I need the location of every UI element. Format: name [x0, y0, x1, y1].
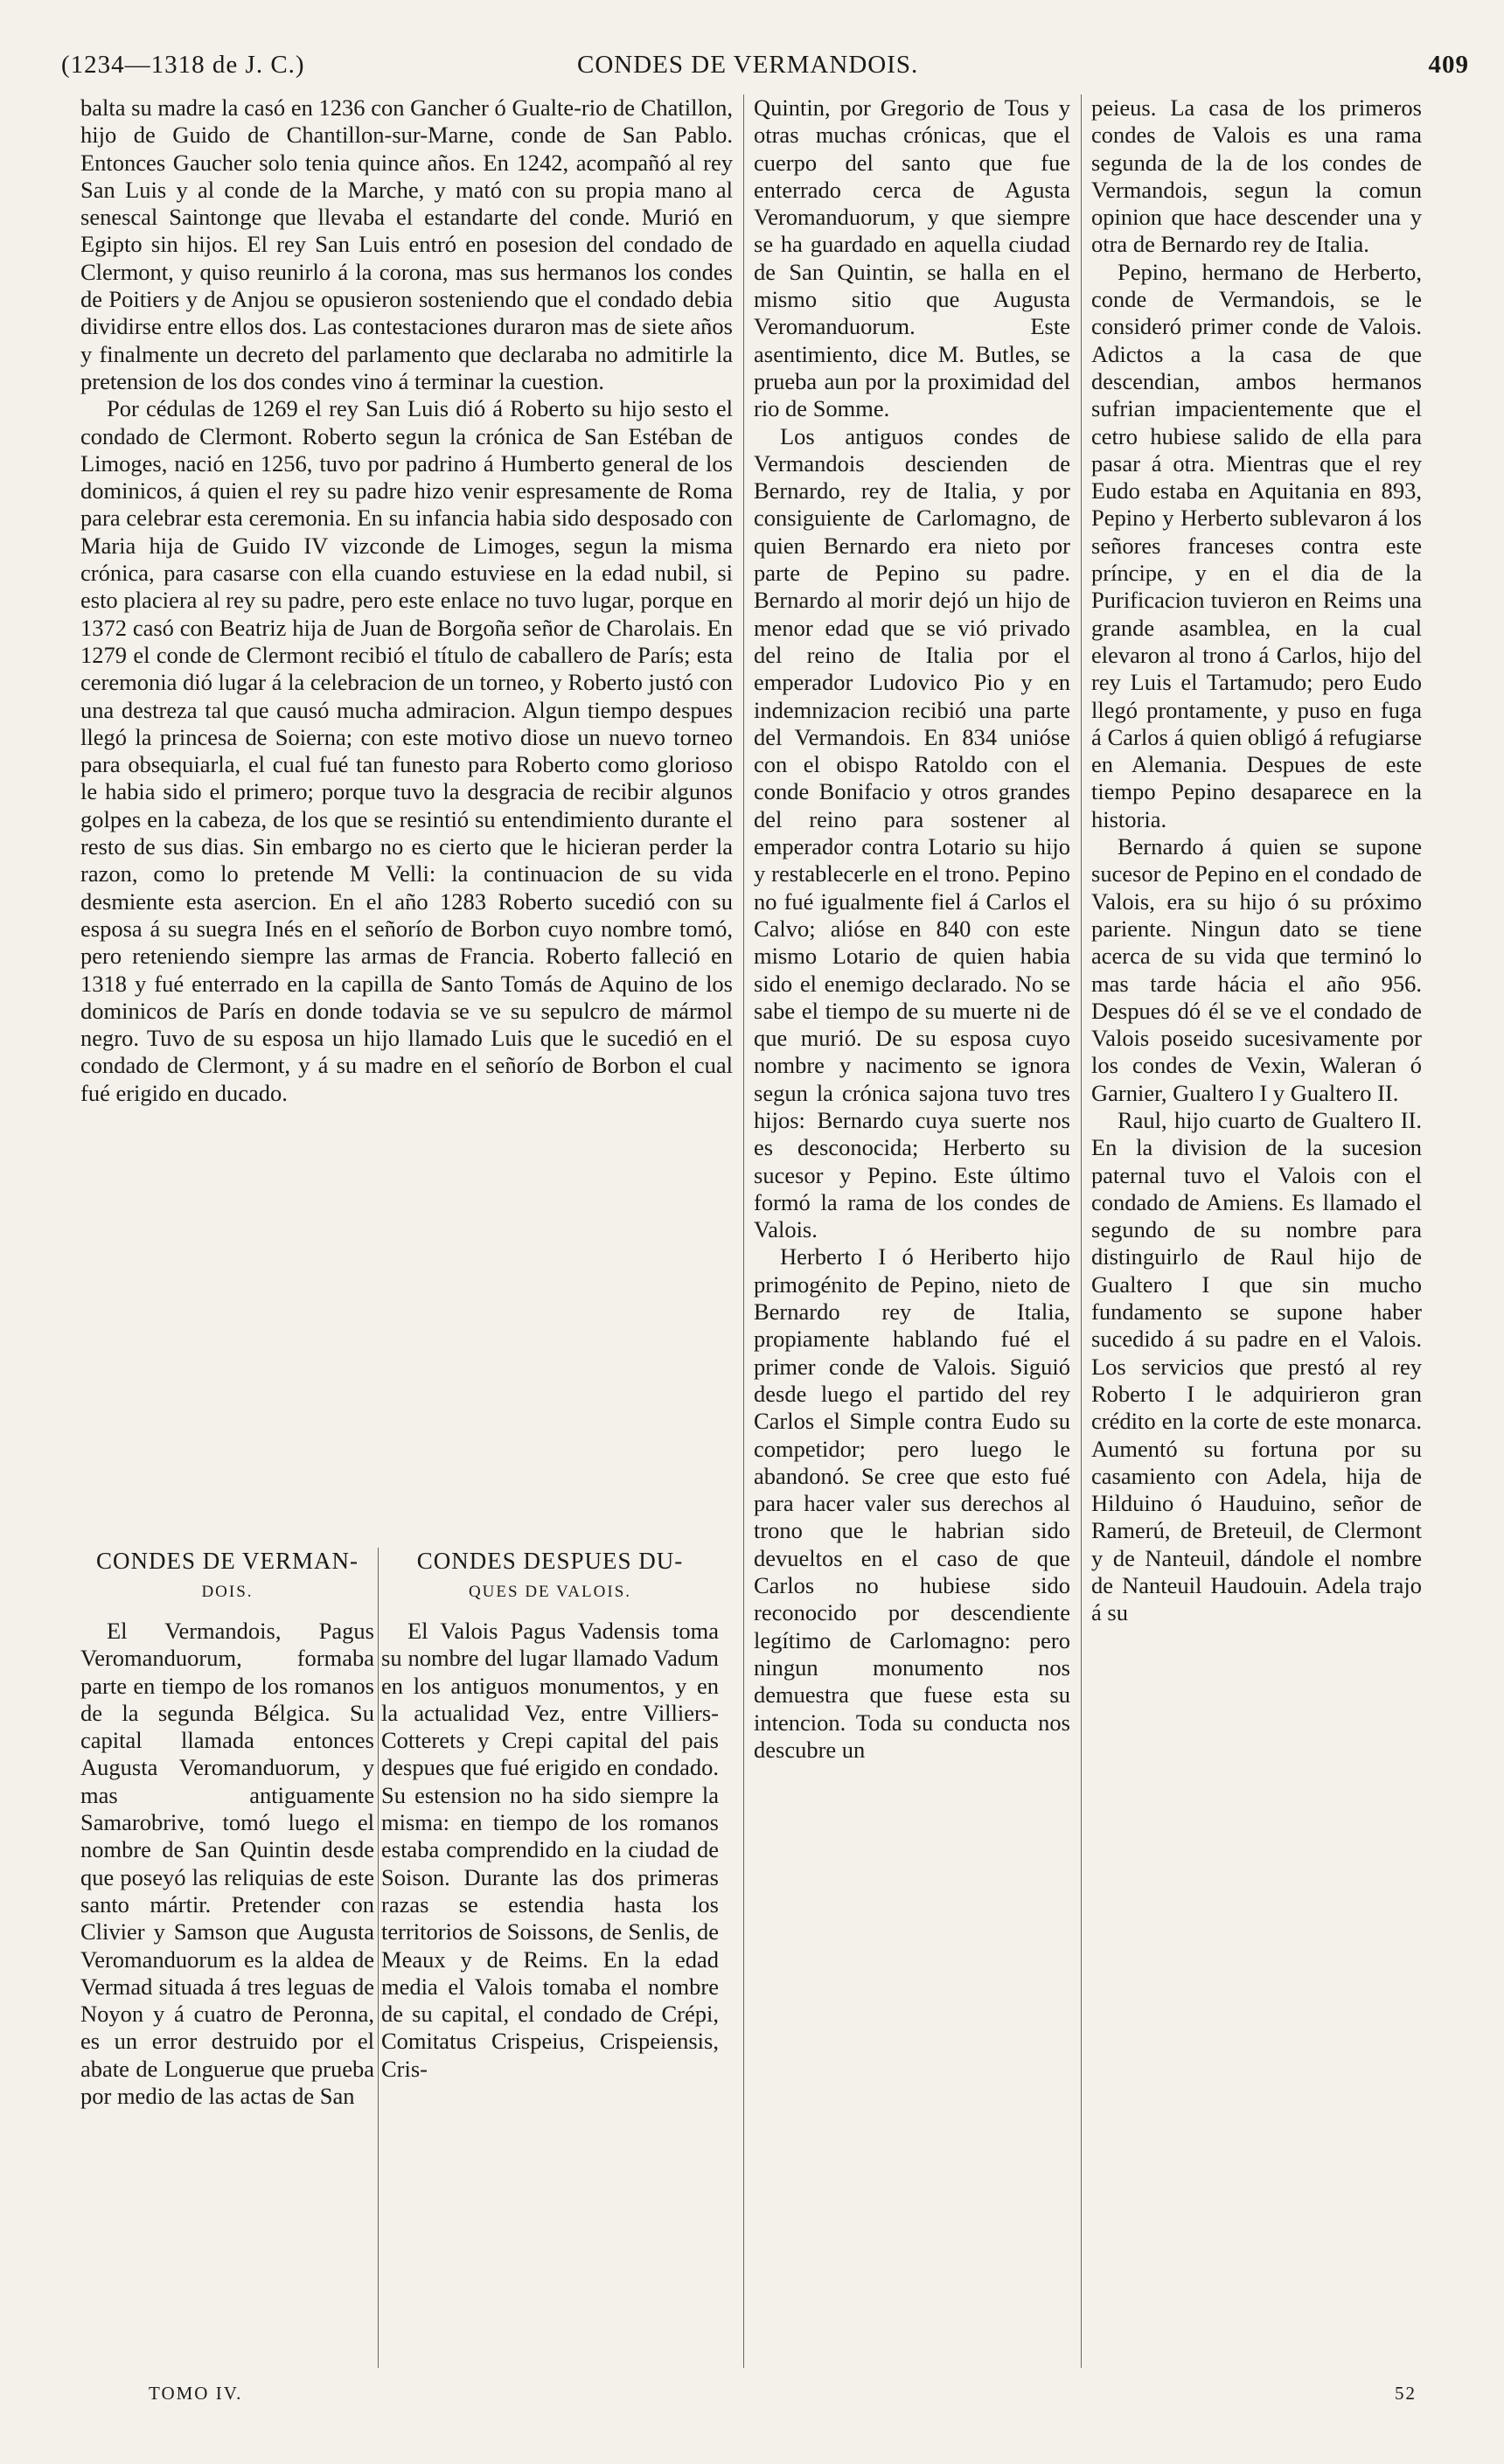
text-column-4: [1091, 94, 1422, 1627]
running-head: [61, 51, 1469, 86]
paragraph: Herberto I ó Heriberto hijo primogénito de Pepino, nieto de Bernardo rey de Italia, propiamente hablando fué el primer conde de Valois. Siguió desde luego el partido del rey Carlos el Simple contra Eudo su competidor; pero luego le abandonó. Se cree que esto fué para hacer valer sus derechos al trono que le habrian sido devueltos en el caso de que Carlos no hubiese sido reconocido por descendiente legítimo de Carlomagno: pero ningun monumento nos demuestra que fuese esta su intencion. Toda su conducta nos descubre un: [754, 1243, 1070, 1763]
paragraph: peieus. La casa de los primeros condes de Valois es una rama segunda de la de los condes de Vermandois, segun la comun opinion que hace descender una y otra de Bernardo rey de Italia.: [1091, 94, 1422, 258]
section-heading-sub: DOIS.: [201, 1583, 254, 1601]
section-heading: [80, 1548, 374, 1605]
paragraph: Por cédulas de 1269 el rey San Luis dió á Roberto su hijo sesto el condado de Clermont. Roberto segun la crónica de San Estéban de Limoges, nació en 1256, tuvo por padrino á Humberto general de los dominicos, á quien el rey su padre hizo venir espresamente de Roma para celebrar esta ceremonia. En su infancia habia sido desposado con Maria hija de Guido IV vizconde de Limoges, segun la misma crónica, para casarse con ella cuando estuviese en la edad nubil, si esto placiera al rey su padre, pero este enlace no tuvo lugar, porque en 1372 casó con Beatriz hija de Juan de Borgoña señor de Charolais. En 1279 el conde de Clermont recibió el título de caballero de París; esta ceremonia dió lugar á la celebracion de un torneo, y Roberto justó con una destreza tal que causó mucha admiracion. Algun tiempo despues llegó la princesa de Soierna; con este motivo diose un nuevo torneo para obsequiarla, el cual fué tan funesto para Roberto como glorioso le habia sido el primero; porque tuvo la desgracia de recibir algunos golpes en la cabeza, de los que se resintió su entendimiento durante el resto de sus dias. Sin embargo no es cierto que le hicieran perder la razon, como lo pretende M Velli: la continuacion de su vida desmiente esta asercion. En el año 1283 Roberto sucedió con su esposa á su suegra Inés en el señorío de Borbon cuyo nombre tomó, pero reteniendo siempre las armas de Francia. Roberto falleció en 1318 y fué enterrado en la capilla de Santo Tomás de Aquino de los dominicos de París en donde todavia se ve su sepulcro de mármol negro. Tuvo de su esposa un hijo llamado Luis que le sucedió en el condado de Clermont, y á su madre en el señorío de Borbon el cual fué erigido en ducado.: [80, 395, 733, 1106]
paragraph: El Valois Pagus Vadensis toma su nombre del lugar llamado Vadum en los antiguos monumentos, y en la actualidad Vez, entre Villiers-Cotterets y Crepi capital del pais despues que fué erigido en condado. Su estension no ha sido siempre la misma: en tiempo de los romanos estaba comprendido en la ciudad de Soison. Durante las dos primeras razas se estendia hasta los territorios de Soissons, de Senlis, de Meaux y de Reims. En la edad media el Valois tomaba el nombre de su capital, el condado de Crépi, Comitatus Crispeius, Crispeiensis, Cris-: [381, 1618, 719, 2082]
header-title: CONDES DE VERMANDOIS.: [577, 51, 919, 79]
header-date-range: (1234—1318 de J. C.): [61, 51, 305, 79]
paragraph: Los antiguos condes de Vermandois descienden de Bernardo, rey de Italia, y por consiguiente de Carlomagno, de quien Bernardo era nieto por parte de Pepino su padre. Bernardo al morir dejó un hijo de menor edad que se vió privado del reino de Italia por el emperador Ludovico Pio y en indemnizacion recibió una parte del Vermandois. En 834 unióse con el obispo Ratoldo con el conde Bonifacio y otros grandes del reino para sostener al emperador contra Lotario su hijo y restablecerle en el trono. Pepino no fué igualmente fiel á Carlos el Calvo; alióse en 840 con este mismo Lotario de quien habia sido el enemigo declarado. No se sabe el tiempo de su muerte ni de que murió. De su esposa cuyo nombre y nacimento se ignora segun la crónica sajona tuvo tres hijos: Bernardo cuya suerte nos es desconocida; Herberto su sucesor y Pepino. Este último formó la rama de los condes de Valois.: [754, 422, 1070, 1243]
signature-mark: 52: [1395, 2383, 1417, 2404]
paragraph: El Vermandois, Pagus Veromanduorum, formaba parte en tiempo de los romanos de la segunda Bélgica. Su capital llamada entonces Augusta Veromanduorum, y mas antiguamente Samarobrive, tomó luego el nombre de San Quintin desde que poseyó las reliquias de este santo mártir. Pretender con Clivier y Samson que Augusta Veromanduorum es la aldea de Vermad situada á tres leguas de Noyon y á cuatro de Peronna, es un error destruido por el abate de Longuerue que prueba por medio de las actas de San: [80, 1618, 374, 2110]
paragraph: balta su madre la casó en 1236 con Gancher ó Gualte-rio de Chatillon, hijo de Guido de Chantillon-sur-Marne, conde de San Pablo. Entonces Gaucher solo tenia quince años. En 1242, acompañó al rey San Luis y al conde de la Marche, y mató con su propia mano al senescal Saintonge que llevaba el estandarte del conde. Murió en Egipto sin hijos. El rey San Luis entró en posesion del condado de Clermont, y quiso reunirlo á la corona, mas sus hermanos los condes de Poitiers y de Anjou se opusieron sosteniendo que el condado debia dividirse entre ellos dos. Las contestaciones duraron mas de siete años y finalmente un decreto del parlamento que declaraba no admitirle la pretension de los dos condes vino á terminar la cuestion.: [80, 94, 733, 394]
volume-label: TOMO IV.: [149, 2383, 243, 2404]
section-heading: [381, 1548, 719, 1605]
section-valois: [381, 1548, 719, 2083]
column-divider: [743, 94, 744, 2368]
section-heading-title: CONDES DESPUES DU-: [416, 1548, 684, 1574]
text-column-3: [754, 94, 1070, 1764]
section-vermandois: [80, 1548, 374, 2110]
paragraph: Bernardo á quien se supone sucesor de Pepino en el condado de Valois, era su hijo ó su próximo pariente. Ningun dato se tiene acerca de su vida que terminó lo mas tarde hácia el año 956. Despues dó él se ve el condado de Valois poseido sucesivamente por los condes de Vexin, Waleran ó Garnier, Gualtero I y Gualtero II.: [1091, 833, 1422, 1106]
paragraph: Pepino, hermano de Herberto, conde de Vermandois, se le consideró primer conde de Valois. Adictos a la casa de que descendian, ambos hermanos sufrian impacientemente que el cetro hubiese salido de ella para pasar á otra. Mientras que el rey Eudo estaba en Aquitania en 893, Pepino y Herberto sublevaron á los señores franceses contra este príncipe, y en el dia de la Purificacion tuvieron en Reims una grande asamblea, en la cual elevaron al trono á Carlos, hijo del rey Luis el Tartamudo; pero Eudo llegó prontamente, y puso en fuga á Carlos á quien obligó á refugiarse en Alemania. Despues de este tiempo Pepino desaparece en la historia.: [1091, 258, 1422, 832]
section-heading-sub: QUES DE VALOIS.: [468, 1583, 632, 1601]
text-column-1: [80, 94, 733, 1107]
column-divider: [378, 1548, 379, 2368]
section-heading-title: CONDES DE VERMAN-: [95, 1548, 359, 1574]
paragraph: Quintin, por Gregorio de Tous y otras muchas crónicas, que el cuerpo del santo que fue enterrado cerca de Agusta Veromanduorum, y que siempre se ha guardado en aquella ciudad de San Quintin, se halla en el mismo sitio que Augusta Veromanduorum. Este asentimiento, dice M. Butles, se prueba aun por la proximidad del rio de Somme.: [754, 94, 1070, 422]
column-divider: [1081, 94, 1082, 2368]
page-number: 409: [1428, 51, 1469, 79]
paragraph: Raul, hijo cuarto de Gualtero II. En la division de la sucesion paternal tuvo el Valois con el condado de Amiens. Es llamado el segundo de su nombre para distinguirlo de Raul hijo de Gualtero I que sin mucho fundamento se supone haber sucedido á su padre en el Valois. Los servicios que prestó al rey Roberto I le adquirieron gran crédito en la corte de este monarca. Aumentó su fortuna por su casamiento con Adela, hija de Hilduino ó Hauduino, señor de Ramerú, de Breteuil, de Clermont y de Nanteuil, dándole el nombre de Nanteuil Haudouin. Adela trajo á su: [1091, 1106, 1422, 1626]
page-footer: [61, 2383, 1443, 2418]
